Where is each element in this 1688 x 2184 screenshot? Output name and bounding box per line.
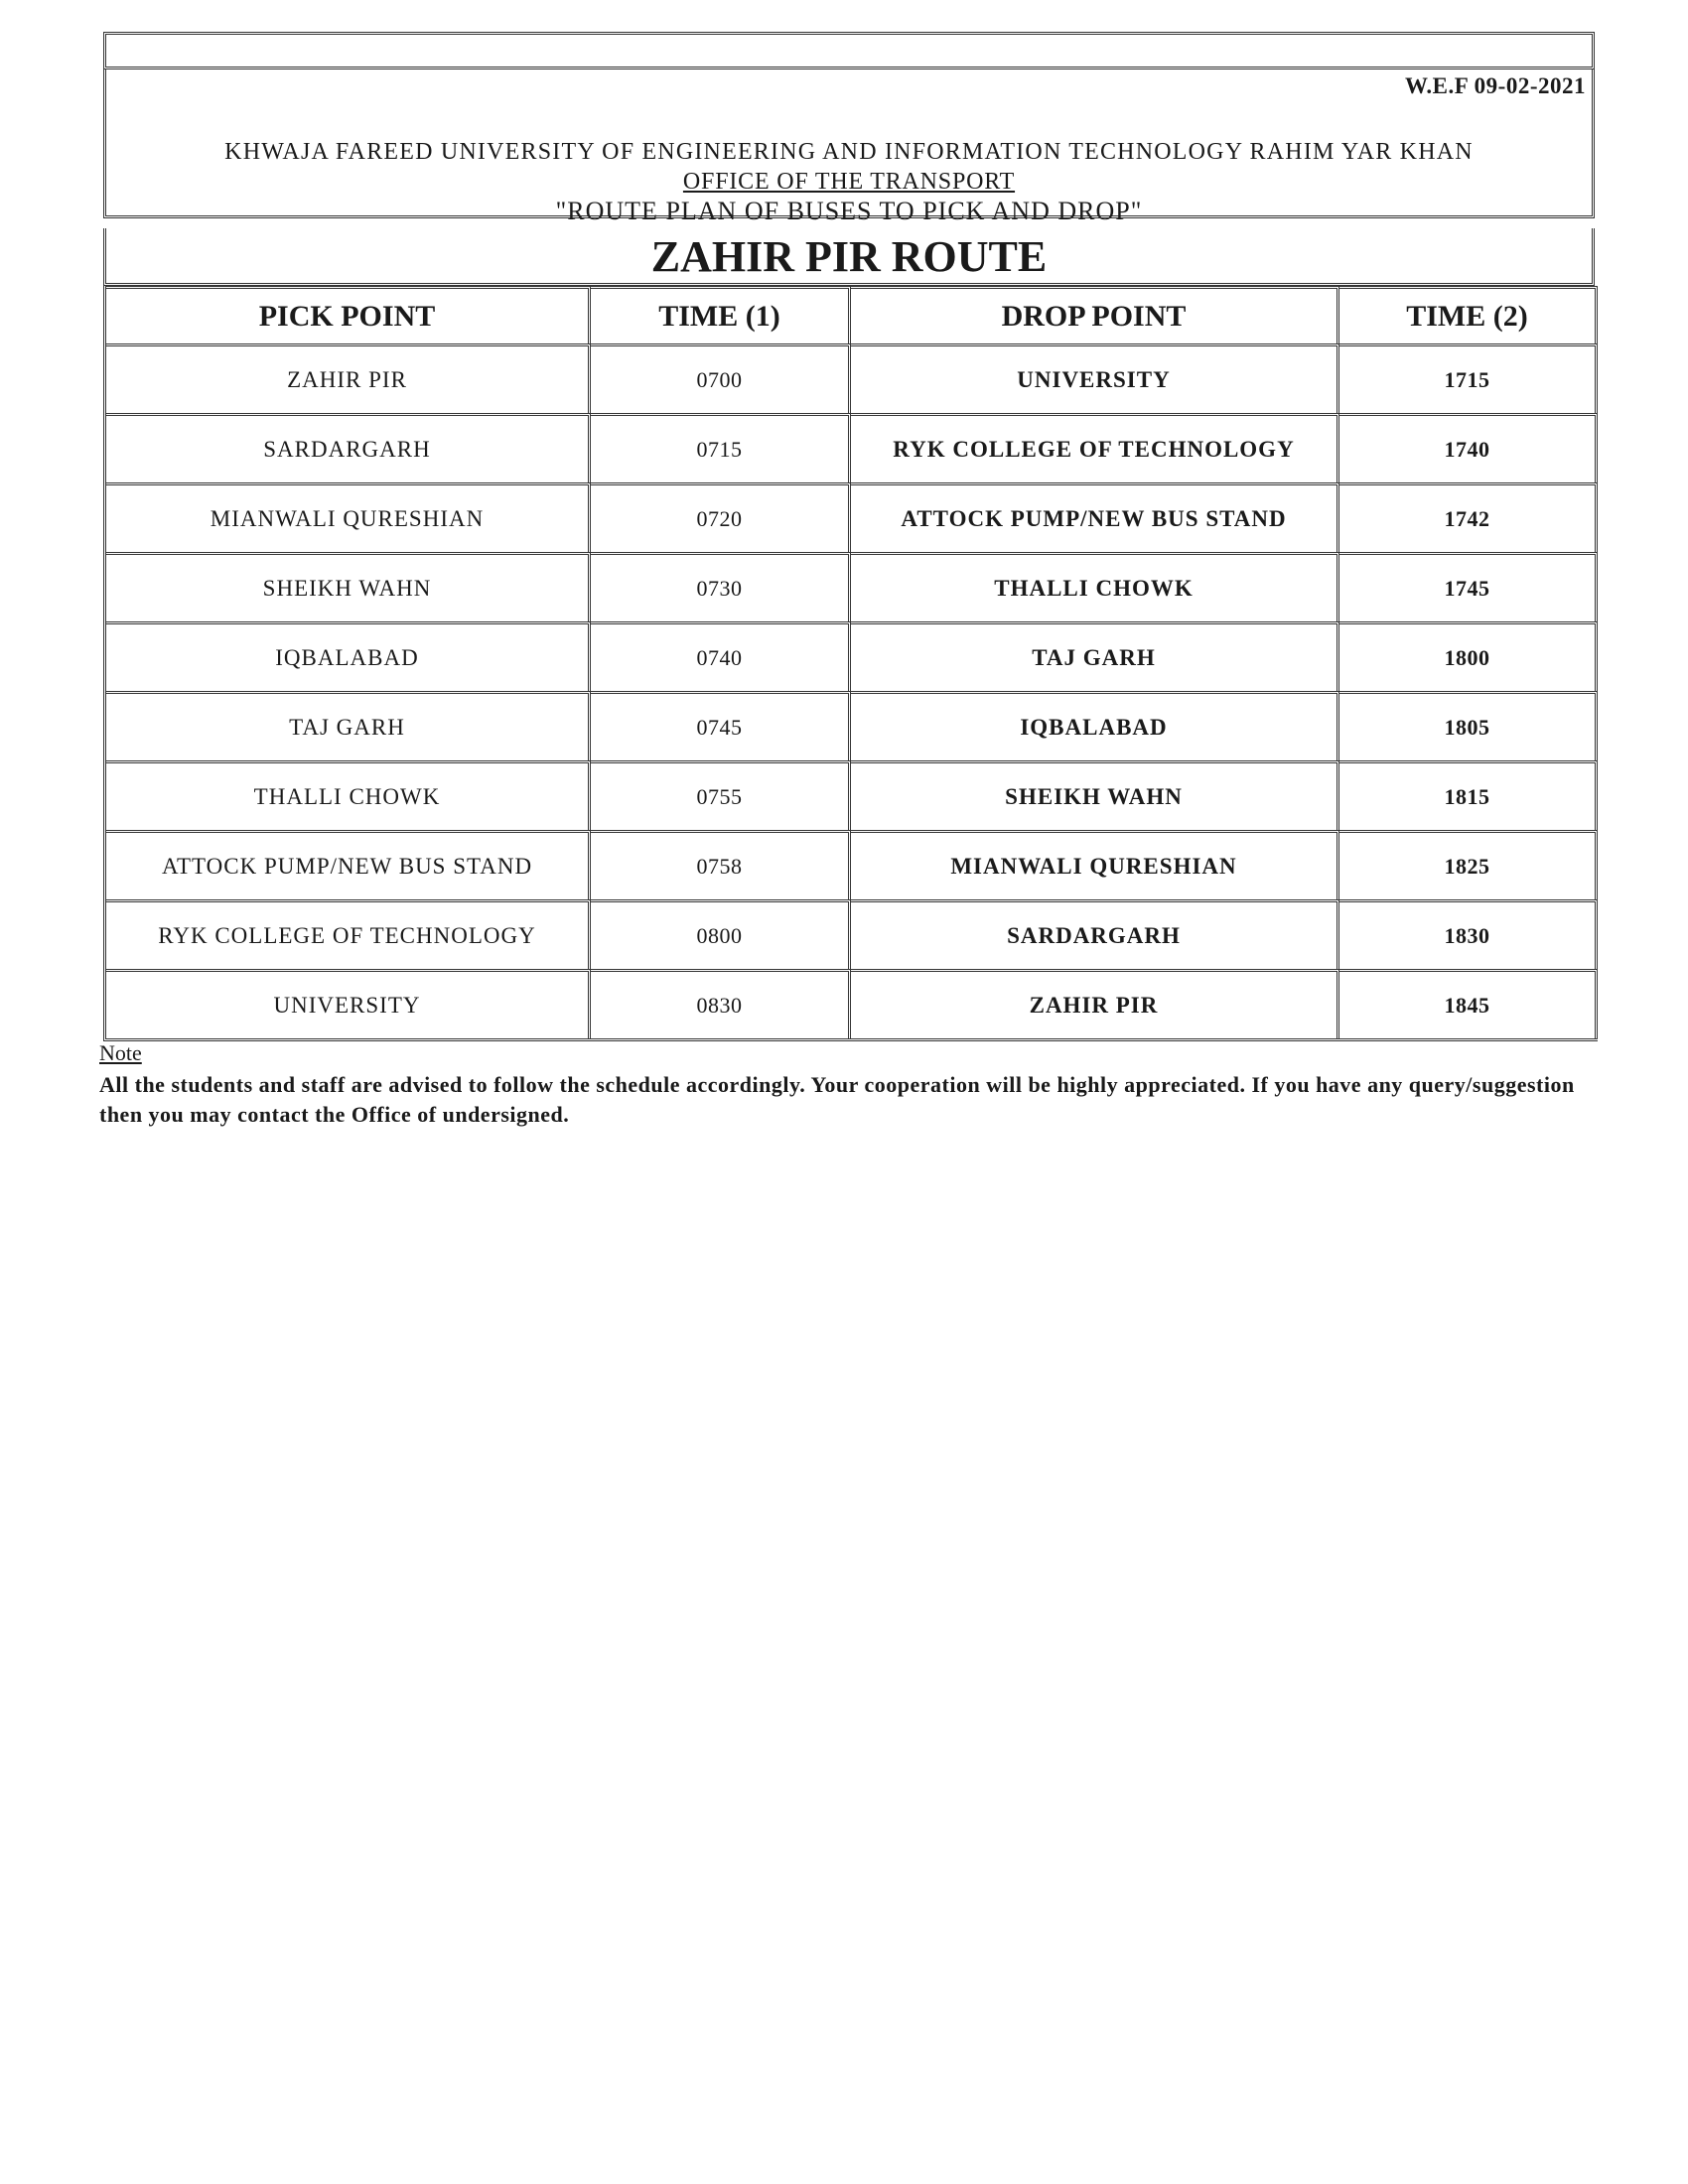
table-header-row bbox=[106, 286, 1598, 343]
column-header-drop-point: DROP POINT bbox=[851, 286, 1339, 343]
table-row bbox=[106, 760, 1598, 830]
table-row bbox=[106, 969, 1598, 1038]
header-block bbox=[103, 69, 1595, 225]
table-row bbox=[106, 552, 1598, 621]
pick-point-cell: MIANWALI QURESHIAN bbox=[106, 482, 591, 552]
time1-cell: 0720 bbox=[591, 482, 851, 552]
time2-cell: 1805 bbox=[1339, 691, 1598, 760]
drop-point-cell: MIANWALI QURESHIAN bbox=[851, 830, 1339, 899]
drop-point-cell: THALLI CHOWK bbox=[851, 552, 1339, 621]
column-header-time-1: TIME (1) bbox=[591, 286, 851, 343]
time2-cell: 1800 bbox=[1339, 621, 1598, 691]
time2-cell: 1815 bbox=[1339, 760, 1598, 830]
table-row bbox=[106, 482, 1598, 552]
column-header-time-2: TIME (2) bbox=[1339, 286, 1598, 343]
pick-point-cell: IQBALABAD bbox=[106, 621, 591, 691]
office-name: OFFICE OF THE TRANSPORT bbox=[682, 169, 1016, 195]
pick-point-cell: RYK COLLEGE OF TECHNOLOGY bbox=[106, 899, 591, 969]
route-plan-sheet bbox=[103, 32, 1595, 1041]
table-row bbox=[106, 830, 1598, 899]
pick-point-cell: UNIVERSITY bbox=[106, 969, 591, 1038]
wef-date: W.E.F 09-02-2021 bbox=[1405, 73, 1586, 98]
time1-cell: 0745 bbox=[591, 691, 851, 760]
drop-point-cell: IQBALABAD bbox=[851, 691, 1339, 760]
pick-point-cell: SHEIKH WAHN bbox=[106, 552, 591, 621]
top-strip bbox=[103, 32, 1595, 69]
time1-cell: 0715 bbox=[591, 413, 851, 482]
route-title: ZAHIR PIR ROUTE bbox=[103, 228, 1595, 286]
time2-cell: 1740 bbox=[1339, 413, 1598, 482]
table-row bbox=[106, 899, 1598, 969]
time1-cell: 0830 bbox=[591, 969, 851, 1038]
note-section bbox=[99, 1040, 1609, 1130]
time1-cell: 0755 bbox=[591, 760, 851, 830]
time2-cell: 1742 bbox=[1339, 482, 1598, 552]
note-text: All the students and staff are advised to follow the schedule accordingly. Your cooperation will be highly appreciated. If you have any query/suggestion then you may contact the Office of undersigned. bbox=[99, 1072, 1575, 1127]
time2-cell: 1745 bbox=[1339, 552, 1598, 621]
pick-point-cell: TAJ GARH bbox=[106, 691, 591, 760]
university-name: KHWAJA FAREED UNIVERSITY OF ENGINEERING AND INFORMATION TECHNOLOGY RAHIM YAR KHAN bbox=[224, 139, 1474, 165]
drop-point-cell: RYK COLLEGE OF TECHNOLOGY bbox=[851, 413, 1339, 482]
pick-point-cell: ATTOCK PUMP/NEW BUS STAND bbox=[106, 830, 591, 899]
time1-cell: 0700 bbox=[591, 343, 851, 413]
drop-point-cell: UNIVERSITY bbox=[851, 343, 1339, 413]
time2-cell: 1845 bbox=[1339, 969, 1598, 1038]
time2-cell: 1830 bbox=[1339, 899, 1598, 969]
drop-point-cell: ATTOCK PUMP/NEW BUS STAND bbox=[851, 482, 1339, 552]
time1-cell: 0740 bbox=[591, 621, 851, 691]
pick-point-cell: ZAHIR PIR bbox=[106, 343, 591, 413]
table-row bbox=[106, 691, 1598, 760]
drop-point-cell: ZAHIR PIR bbox=[851, 969, 1339, 1038]
schedule-table bbox=[103, 286, 1598, 1041]
table-row bbox=[106, 621, 1598, 691]
time2-cell: 1715 bbox=[1339, 343, 1598, 413]
time2-cell: 1825 bbox=[1339, 830, 1598, 899]
pick-point-cell: THALLI CHOWK bbox=[106, 760, 591, 830]
table-row bbox=[106, 343, 1598, 413]
drop-point-cell: SARDARGARH bbox=[851, 899, 1339, 969]
time1-cell: 0730 bbox=[591, 552, 851, 621]
time1-cell: 0758 bbox=[591, 830, 851, 899]
column-header-pick-point: PICK POINT bbox=[106, 286, 591, 343]
drop-point-cell: TAJ GARH bbox=[851, 621, 1339, 691]
table-row bbox=[106, 413, 1598, 482]
note-label: Note bbox=[99, 1040, 142, 1065]
pick-point-cell: SARDARGARH bbox=[106, 413, 591, 482]
plan-title: "ROUTE PLAN OF BUSES TO PICK AND DROP" bbox=[555, 197, 1143, 225]
time1-cell: 0800 bbox=[591, 899, 851, 969]
drop-point-cell: SHEIKH WAHN bbox=[851, 760, 1339, 830]
